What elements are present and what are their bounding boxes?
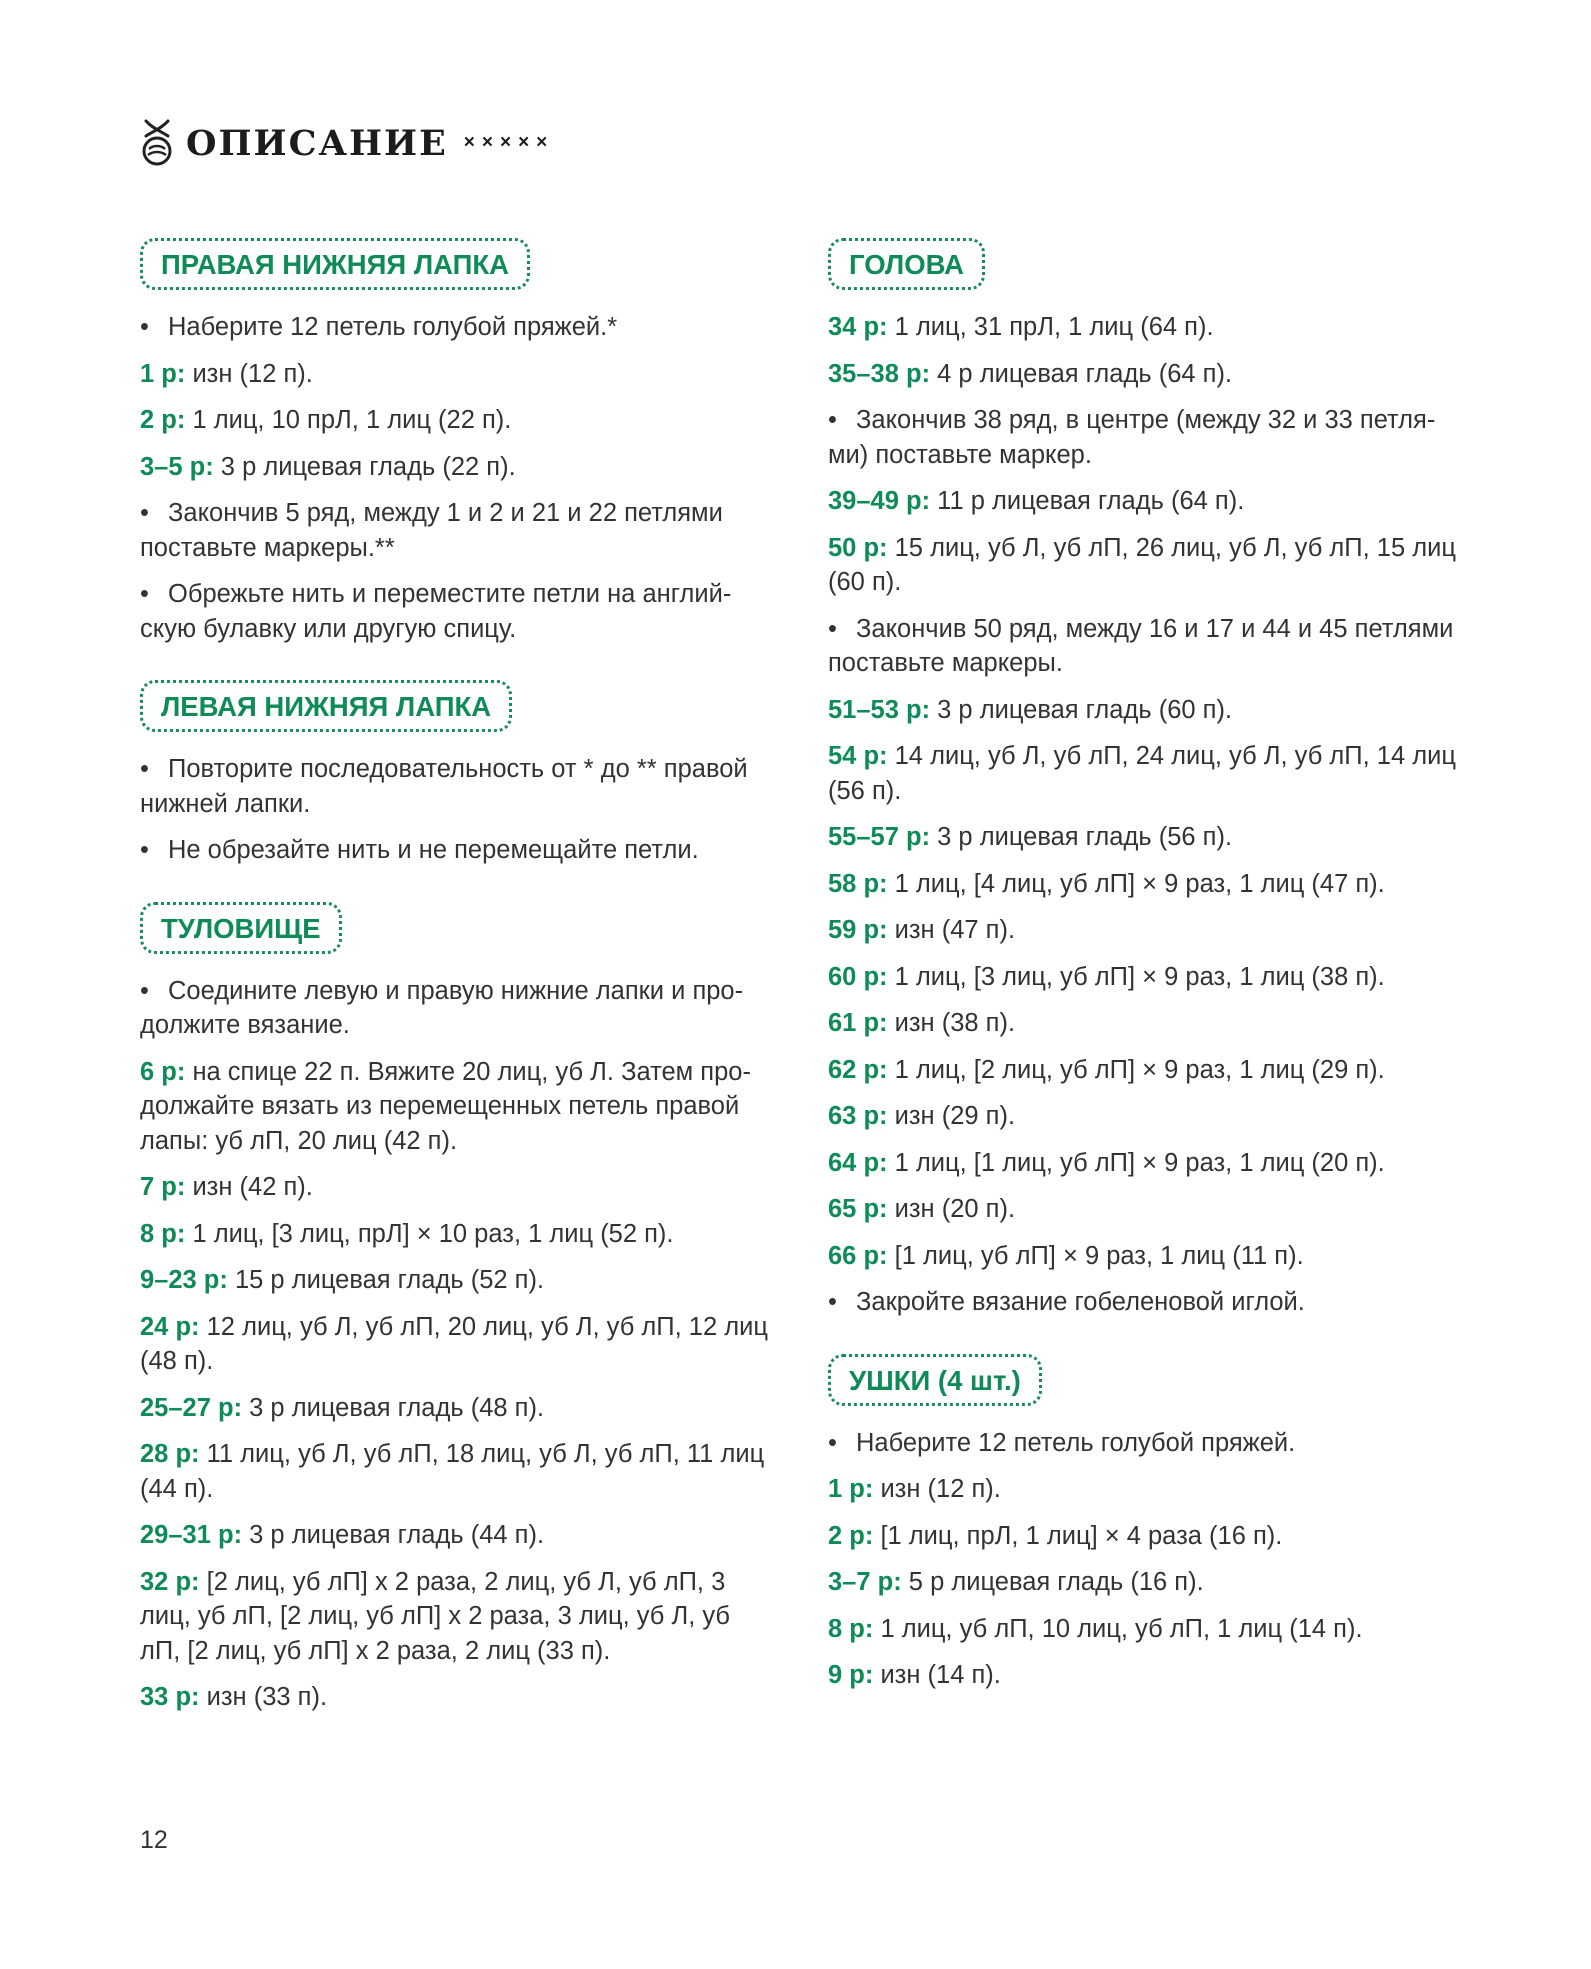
row-instruction [828,1053,1458,1088]
row-instruction [828,820,1458,855]
row-instruction [140,1680,770,1715]
instruction-text: изн (47 п). [894,916,1016,944]
section [828,1354,1458,1693]
instruction-text: Закончив 5 ряд, между 1 и 2 и 21 и 22 петлями поставьте маркеры.** [140,499,723,562]
row-instruction [828,693,1458,728]
row-label: 59 р: [828,916,888,944]
row-label: 3–7 р: [828,1568,902,1596]
row-instruction [828,1565,1458,1600]
row-label: 50 р: [828,533,888,562]
bullet-instruction [140,310,770,345]
instruction-text: Наберите 12 петель голубой пряжей.* [168,313,618,341]
row-label: 6 р: [140,1057,186,1086]
row-instruction [140,1217,770,1252]
section-heading: ТУЛОВИЩЕ [140,902,342,954]
instruction-text: Не обрезайте нить и не перемещайте петли. [168,836,699,864]
bullet-instruction [140,496,770,565]
row-label: 32 р: [140,1567,200,1596]
row-label: 9–23 р: [140,1266,228,1294]
instruction-text: 1 лиц, [1 лиц, уб лП] × 9 раз, 1 лиц (20 п). [894,1148,1385,1177]
row-label: 39–49 р: [828,487,931,515]
row-label: 8 р: [140,1219,186,1248]
bullet-icon: • [140,836,149,864]
instruction-text: изн (12 п). [192,359,313,388]
row-instruction [140,1170,770,1205]
row-instruction [140,357,770,392]
instruction-text: 11 лиц, уб Л, уб лП, 18 лиц, уб Л, уб лП, 11 лиц (44 п). [140,1440,765,1503]
page-title: ОПИСАНИЕ [186,122,448,164]
bullet-instruction [140,577,770,646]
instruction-text: 1 лиц, 10 прЛ, 1 лиц (22 п). [192,406,512,434]
bullet-icon: • [828,406,837,434]
bullet-instruction [828,612,1458,681]
row-label: 61 р: [828,1009,888,1037]
bullet-instruction [828,403,1458,472]
row-instruction [140,1391,770,1426]
row-label: 66 р: [828,1241,888,1270]
instruction-text: Закройте вязание гобеленовой иглой. [856,1288,1305,1316]
section [140,680,770,868]
section [140,902,770,1715]
page-header [140,118,554,168]
row-label: 3–5 р: [140,452,214,481]
instruction-text: 3 р лицевая гладь (56 п). [937,823,1233,851]
row-label: 55–57 р: [828,823,931,851]
right-column [828,238,1458,1727]
section [828,238,1458,1320]
row-label: 54 р: [828,742,888,770]
bullet-icon: • [140,499,149,527]
row-instruction [828,1192,1458,1227]
instruction-text: изн (14 п). [880,1661,1001,1689]
row-instruction [828,1472,1458,1507]
row-instruction [828,1146,1458,1181]
instruction-text: 12 лиц, уб Л, уб лП, 20 лиц, уб Л, уб лП, 12 лиц (48 п). [140,1312,768,1375]
row-instruction [828,960,1458,995]
instruction-text: изн (33 п). [206,1683,328,1711]
row-label: 64 р: [828,1148,888,1177]
instruction-text: 1 лиц, 31 прЛ, 1 лиц (64 п). [894,313,1214,341]
row-instruction [828,913,1458,948]
row-label: 9 р: [828,1661,874,1689]
row-instruction [828,739,1458,808]
row-label: 1 р: [140,359,186,388]
row-label: 8 р: [828,1614,874,1643]
section-heading: ГОЛОВА [828,238,985,290]
row-instruction [828,1519,1458,1554]
row-instruction [828,310,1458,345]
instruction-text: 3 р лицевая гладь (60 п). [937,695,1233,724]
yarn-ball-icon [140,118,174,168]
bullet-icon: • [140,976,149,1005]
bullet-instruction [828,1285,1458,1320]
section-heading: ПРАВАЯ НИЖНЯЯ ЛАПКА [140,238,530,290]
instruction-text: 3 р лицевая гладь (22 п). [220,452,516,481]
instruction-text: 4 р лицевая гладь (64 п). [937,359,1233,388]
row-label: 2 р: [140,406,186,434]
bullet-instruction [828,1426,1458,1461]
row-instruction [828,1099,1458,1134]
instruction-text: на спице 22 п. Вяжите 20 лиц, уб Л. Затем про-должайте вязать из перемещенных петель правой лапы: уб лП, 20 лиц (42 п). [140,1057,751,1155]
row-label: 35–38 р: [828,359,931,388]
row-label: 51–53 р: [828,695,931,724]
row-instruction [140,1518,770,1553]
instruction-text: изн (12 п). [880,1475,1001,1503]
row-label: 65 р: [828,1195,888,1223]
row-instruction [828,1658,1458,1693]
row-label: 63 р: [828,1102,888,1130]
row-instruction [140,1310,770,1379]
instruction-text: 1 лиц, [3 лиц, прЛ] × 10 раз, 1 лиц (52 п). [192,1219,674,1248]
row-label: 33 р: [140,1683,200,1711]
instruction-text: 3 р лицевая гладь (44 п). [249,1521,545,1549]
bullet-icon: • [828,1288,837,1316]
instruction-text: изн (42 п). [192,1173,313,1201]
row-label: 29–31 р: [140,1521,243,1549]
row-instruction [140,1565,770,1669]
row-label: 25–27 р: [140,1393,243,1422]
row-instruction [140,450,770,485]
instruction-text: 3 р лицевая гладь (48 п). [249,1393,545,1422]
row-instruction [828,867,1458,902]
instruction-text: 15 р лицевая гладь (52 п). [234,1266,545,1294]
row-instruction [140,403,770,438]
instruction-text: 5 р лицевая гладь (16 п). [908,1568,1204,1596]
row-instruction [140,1263,770,1298]
instruction-text: 11 р лицевая гладь (64 п). [937,487,1245,515]
instruction-text: Закончив 38 ряд, в центре (между 32 и 33 петля-ми) поставьте маркер. [828,406,1436,469]
bullet-instruction [140,752,770,821]
instruction-text: изн (20 п). [894,1195,1016,1223]
bullet-icon: • [140,580,149,608]
bullet-icon: • [828,614,837,643]
instruction-text: 14 лиц, уб Л, уб лП, 24 лиц, уб Л, уб лП, 14 лиц (56 п). [828,742,1456,805]
row-label: 62 р: [828,1055,888,1084]
instruction-text: 15 лиц, уб Л, уб лП, 26 лиц, уб Л, уб лП, 15 лиц (60 п). [828,533,1456,596]
row-label: 28 р: [140,1440,200,1468]
row-label: 2 р: [828,1521,874,1550]
bullet-icon: • [140,313,149,341]
row-instruction [140,1055,770,1159]
instruction-text: изн (29 п). [894,1102,1016,1130]
left-column [140,238,770,1749]
instruction-text: изн (38 п). [894,1009,1016,1037]
instruction-text: Наберите 12 петель голубой пряжей. [856,1428,1296,1457]
row-instruction [828,1006,1458,1041]
row-label: 7 р: [140,1173,186,1201]
instruction-text: [1 лиц, уб лП] × 9 раз, 1 лиц (11 п). [894,1241,1304,1270]
instruction-text: [1 лиц, прЛ, 1 лиц] × 4 раза (16 п). [880,1521,1283,1550]
row-instruction [828,357,1458,392]
instruction-text: 1 лиц, [4 лиц, уб лП] × 9 раз, 1 лиц (47 п). [894,869,1385,898]
row-instruction [828,1612,1458,1647]
instruction-text: [2 лиц, уб лП] х 2 раза, 2 лиц, уб Л, уб лП, 3 лиц, уб лП, [2 лиц, уб лП] х 2 раза, 3 лиц, уб Л, уб лП, [2 лиц, уб лП] х 2 раза, 2 лиц (33 п). [140,1567,731,1665]
row-label: 58 р: [828,869,888,898]
instruction-text: Обрежьте нить и переместите петли на англий-скую булавку или другую спицу. [140,580,732,643]
instruction-text: Закончив 50 ряд, между 16 и 17 и 44 и 45 петлями поставьте маркеры. [828,614,1454,677]
section-heading: УШКИ (4 шт.) [828,1354,1042,1406]
row-label: 1 р: [828,1475,874,1503]
row-instruction [828,1239,1458,1274]
instruction-text: Повторите последовательность от * до ** правой нижней лапки. [140,755,748,818]
page-number: 12 [140,1826,168,1854]
row-instruction [140,1437,770,1506]
section-heading: ЛЕВАЯ НИЖНЯЯ ЛАПКА [140,680,512,732]
row-label: 24 р: [140,1312,200,1341]
row-instruction [828,531,1458,600]
bullet-instruction [140,833,770,868]
instruction-text: 1 лиц, уб лП, 10 лиц, уб лП, 1 лиц (14 п). [880,1614,1363,1643]
section [140,238,770,646]
instruction-text: 1 лиц, [2 лиц, уб лП] × 9 раз, 1 лиц (29 п). [894,1055,1385,1084]
title-stars: ××××× [463,132,555,153]
bullet-icon: • [828,1428,837,1457]
instruction-text: 1 лиц, [3 лиц, уб лП] × 9 раз, 1 лиц (38 п). [894,962,1385,991]
row-instruction [828,484,1458,519]
row-label: 34 р: [828,313,888,341]
bullet-icon: • [140,755,149,783]
instruction-text: Соедините левую и правую нижние лапки и про-должите вязание. [140,976,744,1039]
bullet-instruction [140,974,770,1043]
row-label: 60 р: [828,962,888,991]
